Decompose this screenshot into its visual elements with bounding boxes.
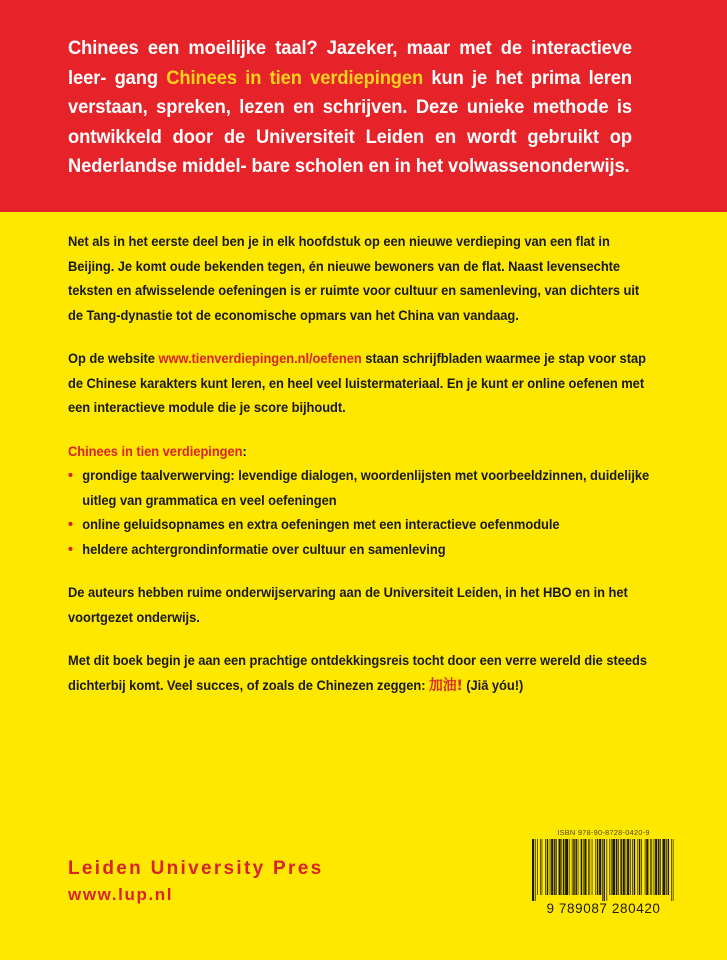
publisher-block bbox=[68, 856, 323, 907]
isbn-label: ISBN 978-90-8728-0420-9 bbox=[557, 828, 650, 837]
header-line-3: spreken, lezen en schrijven. Deze unieke methode is ontwikkeld bbox=[68, 96, 632, 148]
list-item: • heldere achtergrondinformatie over cultuur en samenleving bbox=[68, 538, 651, 563]
paragraph-2-lead: Op de website bbox=[68, 351, 159, 366]
feature-heading bbox=[68, 440, 651, 465]
website-link[interactable]: www.tienverdiepingen.nl/oefenen bbox=[158, 351, 362, 366]
barcode-icon bbox=[532, 839, 675, 901]
header-line-5: bare scholen en in het volwassenonderwijs. bbox=[251, 155, 630, 177]
list-item: • online geluidsopnames en extra oefeningen met een interactieve oefenmodule bbox=[68, 513, 651, 538]
header-line-2-before: gang bbox=[114, 66, 167, 89]
body-paragraph-1: Net als in het eerste deel ben je in elk hoofdstuk op een nieuwe verdieping van een flat in Beijing. Je komt oude bekenden tegen, én nieuwe bewoners van de flat. Naast levensechte teksten en afwisselende oefeningen is er ruimte voor cultuur en samenleving, van dichters uit de Tang-dynastie tot de economische opmars van het China van vandaag. bbox=[68, 234, 640, 323]
chinese-phrase: 加油! bbox=[429, 677, 463, 694]
paragraph-4-tail: (Jiā yóu!) bbox=[462, 677, 524, 693]
paragraph-4-lead: Met dit boek begin je aan een prachtige ontdekkingsreis tocht door een verre wereld die steeds dichterbij komt. Veel succes, of zoals de Chinezen zeggen: bbox=[68, 653, 647, 693]
feature-heading-title: Chinees in tien verdiepingen bbox=[68, 443, 243, 459]
body-paragraph-3: De auteurs hebben ruime onderwijservaring aan de Universiteit Leiden, in het HBO en in het voortgezet onderwijs. bbox=[68, 585, 628, 625]
header-line-1: Chinees een moeilijke taal? Jazeker, maar met de interactieve leer- bbox=[68, 37, 632, 89]
header-title-highlight: Chinees in tien verdiepingen bbox=[166, 66, 424, 89]
publisher-url[interactable]: www.lup.nl bbox=[68, 885, 174, 904]
header-line-2-after: kun je het prima leren verstaan, bbox=[68, 66, 632, 118]
body-paragraph-2 bbox=[68, 347, 651, 421]
feature-list bbox=[68, 464, 651, 562]
header-line-4: door de Universiteit Leiden en wordt gebruikt op Nederlandse middel- bbox=[68, 125, 633, 177]
publisher-name: Leiden University Pres bbox=[68, 858, 324, 879]
red-header-band bbox=[0, 0, 727, 212]
list-item: • grondige taalverwerving: levendige dialogen, woordenlijsten met voorbeeldzinnen, duidelijke uitleg van grammatica en veel oefeningen bbox=[68, 464, 651, 513]
back-cover-body-copy bbox=[68, 230, 651, 717]
barcode-digits: 9 789087 280420 bbox=[546, 901, 661, 916]
feature-heading-colon: : bbox=[242, 443, 247, 459]
body-paragraph-4 bbox=[68, 649, 651, 698]
barcode-block bbox=[532, 828, 675, 917]
header-blurb-text bbox=[68, 34, 632, 182]
paragraph-2-tail: staan schrijfbladen waarmee je stap voor stap de Chinese karakters kunt leren, en heel veel luistermateriaal. En je kunt er online oefenen met een interactieve module die je score bijhoudt. bbox=[68, 351, 646, 415]
feature-block bbox=[68, 440, 651, 563]
